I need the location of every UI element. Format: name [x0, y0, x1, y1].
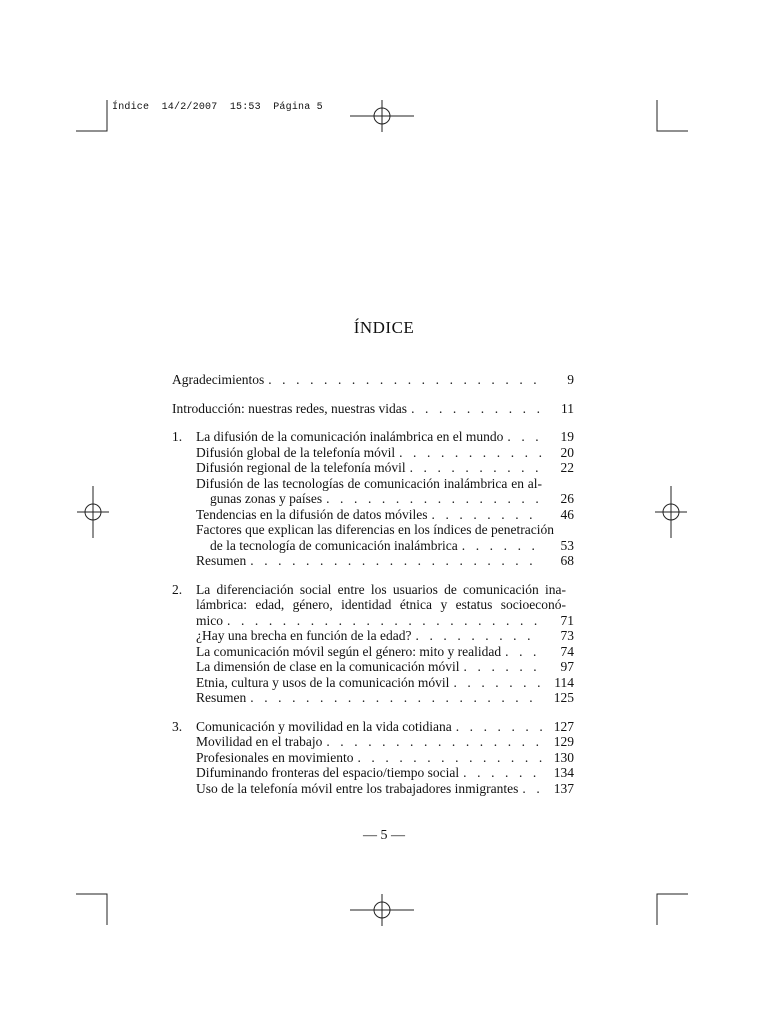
toc-section[interactable]	[196, 445, 574, 461]
dot-leader	[407, 401, 542, 417]
toc-entry-text: Etnia, cultura y usos de la comunicación móvil	[196, 674, 450, 690]
dot-leader	[406, 460, 542, 476]
toc-page-number: 71	[560, 612, 574, 628]
toc-entry-text: La dimensión de clase en la comunicación móvil	[196, 659, 460, 674]
toc-section[interactable]	[196, 628, 574, 644]
dot-leader	[395, 445, 542, 461]
toc-page-number: 22	[560, 460, 574, 475]
toc-entry-introduccion[interactable]	[172, 401, 574, 417]
chapter-title-line2: lámbrica: edad, género, identidad étnica y estatus socioeconó-	[196, 597, 566, 612]
toc-entry-text: Agradecimientos	[172, 372, 265, 387]
toc-entry-text-line2: de la tecnología de comunicación inalámbrica	[210, 537, 458, 553]
dot-leader	[501, 644, 542, 660]
toc-section[interactable]	[196, 781, 574, 797]
toc-page-number: 130	[553, 749, 574, 765]
toc-section[interactable]	[196, 675, 574, 691]
toc-page-number: 137	[553, 780, 574, 796]
toc-page-number: 74	[560, 643, 574, 659]
toc-entry-agradecimientos[interactable]	[172, 372, 574, 388]
toc-page-number: 134	[553, 765, 574, 780]
toc-page-number: 9	[567, 372, 574, 387]
dot-leader	[503, 429, 542, 445]
toc-chapter-3[interactable]	[172, 719, 574, 735]
dot-leader	[412, 628, 542, 644]
toc-page-number: 97	[560, 659, 574, 674]
toc-entry-text-line1: Difusión de las tecnologías de comunicación inalámbrica en al-	[196, 475, 542, 491]
toc-entry-text: Resumen	[196, 553, 247, 568]
page-title: ÍNDICE	[353, 318, 415, 337]
toc-section[interactable]	[196, 765, 574, 781]
toc-section[interactable]	[196, 644, 574, 660]
chapter-title-line3: mico	[196, 612, 223, 628]
toc-section[interactable]	[196, 750, 574, 766]
chapter-title: La difusión de la comunicación inalámbrica en el mundo	[196, 429, 504, 444]
dot-leader	[428, 507, 543, 523]
toc-chapter-1[interactable]	[172, 429, 574, 445]
dot-leader	[322, 734, 542, 750]
toc-section[interactable]	[196, 734, 574, 750]
dot-leader	[246, 553, 542, 569]
toc-page-number: 127	[553, 718, 574, 734]
toc-section[interactable]	[196, 460, 574, 476]
dot-leader	[264, 372, 542, 388]
chapter-number: 3.	[172, 718, 183, 734]
dot-leader	[353, 750, 542, 766]
print-slug-line: Índice 14/2/2007 15:53 Página 5	[112, 102, 323, 113]
dot-leader	[460, 659, 542, 675]
toc-entry-text: Resumen	[196, 690, 247, 705]
toc-entry-text: Difuminando fronteras del espacio/tiempo social	[196, 765, 460, 780]
dot-leader	[449, 675, 542, 691]
registration-mark-top	[350, 100, 414, 132]
toc-entry-text: Difusión regional de la telefonía móvil	[196, 460, 406, 475]
dot-leader	[223, 613, 542, 629]
toc-entry-text: Introducción: nuestras redes, nuestras vidas	[172, 400, 408, 416]
toc-page-number: 73	[560, 628, 574, 643]
table-of-contents	[172, 372, 574, 796]
dot-leader	[458, 538, 542, 554]
toc-page-number: 11	[561, 400, 574, 416]
toc-section[interactable]	[196, 522, 574, 553]
page-number-footer: — 5 —	[363, 828, 405, 843]
dot-leader	[246, 690, 542, 706]
toc-page-number: 129	[553, 734, 574, 749]
toc-section[interactable]	[196, 476, 574, 507]
toc-page-number: 19	[560, 429, 574, 444]
toc-page-number: 20	[560, 444, 574, 460]
toc-chapter-2[interactable]	[172, 582, 574, 629]
toc-section[interactable]	[196, 553, 574, 569]
toc-page-number: 114	[554, 674, 574, 690]
registration-mark-bottom	[350, 894, 414, 926]
toc-page-number: 46	[560, 506, 574, 522]
toc-page-number: 125	[553, 690, 574, 705]
crop-mark-bottom-right	[657, 894, 688, 925]
toc-page-number: 68	[560, 553, 574, 568]
chapter-title: Comunicación y movilidad en la vida cotidiana	[196, 718, 452, 734]
toc-entry-text: ¿Hay una brecha en función de la edad?	[196, 628, 412, 643]
crop-mark-top-right	[657, 100, 688, 131]
toc-entry-text-line1: Factores que explican las diferencias en los índices de penetración	[196, 522, 554, 537]
toc-page-number: 26	[560, 491, 574, 506]
dot-leader	[322, 491, 542, 507]
registration-mark-left	[77, 486, 109, 538]
dot-leader	[459, 765, 542, 781]
toc-entry-text: Uso de la telefonía móvil entre los trabajadores inmigrantes	[196, 780, 519, 796]
toc-entry-text: Profesionales en movimiento	[196, 749, 354, 765]
chapter-number: 2.	[172, 581, 183, 597]
crop-mark-top-left	[76, 100, 107, 131]
toc-entry-text: Difusión global de la telefonía móvil	[196, 444, 396, 460]
dot-leader	[452, 719, 542, 735]
crop-mark-bottom-left	[76, 894, 107, 925]
toc-entry-text: Movilidad en el trabajo	[196, 734, 323, 749]
chapter-number: 1.	[172, 429, 183, 444]
toc-section[interactable]	[196, 659, 574, 675]
dot-leader	[518, 781, 542, 797]
chapter-title-line1: La diferenciación social entre los usuarios de comunicación ina-	[196, 581, 566, 597]
toc-section[interactable]	[196, 507, 574, 523]
toc-entry-text: La comunicación móvil según el género: mito y realidad	[196, 643, 502, 659]
toc-entry-text: Tendencias en la difusión de datos móviles	[196, 506, 428, 522]
toc-page-number: 53	[560, 537, 574, 553]
toc-section[interactable]	[196, 690, 574, 706]
toc-entry-text-line2: gunas zonas y países	[210, 491, 323, 506]
registration-mark-right	[655, 486, 687, 538]
